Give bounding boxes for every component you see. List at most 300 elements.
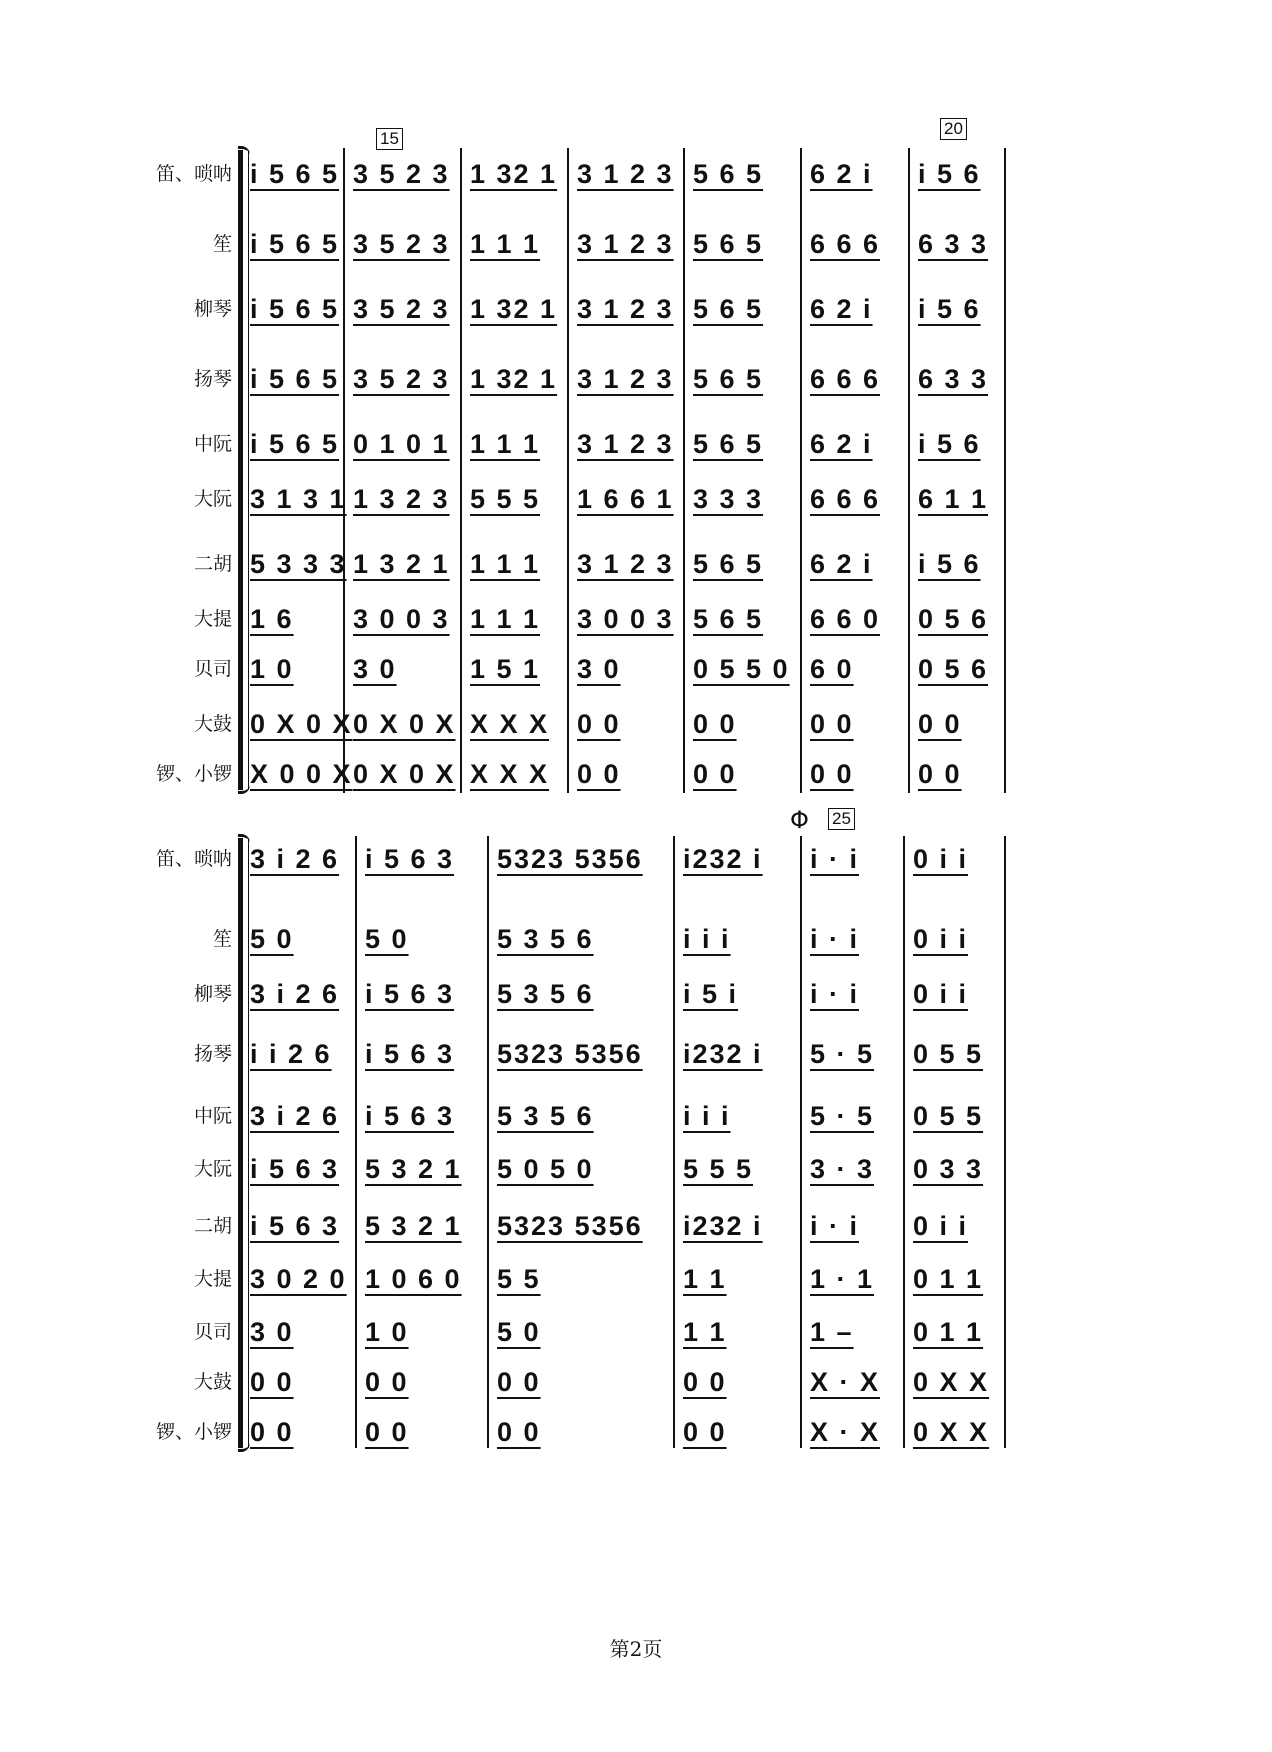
measure xyxy=(464,359,565,399)
measure-notes: 0 1 1 xyxy=(913,1263,984,1294)
measure-notes: 5 6 5 xyxy=(693,603,764,634)
measure-notes: X X X xyxy=(470,758,550,789)
measure xyxy=(359,1034,485,1074)
instrument-label: 锣、小锣 xyxy=(155,1421,232,1443)
instrument-row xyxy=(0,1255,1272,1303)
measure-notes: i 5 6 3 xyxy=(250,1153,340,1184)
measure xyxy=(359,1096,485,1136)
measure xyxy=(804,649,906,689)
measure xyxy=(804,1259,901,1299)
instrument-row xyxy=(0,1308,1272,1356)
measure-notes: i 5 6 3 xyxy=(250,1210,340,1241)
instrument-label: 大阮 xyxy=(193,488,232,510)
measure xyxy=(907,1034,1002,1074)
measure-notes: X · X xyxy=(810,1416,881,1447)
measure-notes: 1 6 xyxy=(250,603,294,634)
instrument-label: 扬琴 xyxy=(193,368,232,390)
measure xyxy=(687,599,798,639)
measure-notes: i i i xyxy=(683,923,731,954)
measure xyxy=(907,919,1002,959)
instrument-label: 笛、唢呐 xyxy=(155,848,232,870)
measure-notes: 1 32 1 xyxy=(470,293,558,324)
measure xyxy=(359,1259,485,1299)
measure xyxy=(244,1206,353,1246)
measure-notes: 1 32 1 xyxy=(470,363,558,394)
measure xyxy=(677,1312,798,1352)
measure-notes: 0 5 5 xyxy=(913,1100,984,1131)
instrument-row xyxy=(0,645,1272,693)
measure-notes: i 5 6 3 xyxy=(365,1038,455,1069)
instrument-label: 大提 xyxy=(193,608,232,630)
measure xyxy=(359,919,485,959)
measure-notes: 3 i 2 6 xyxy=(250,1100,340,1131)
measure xyxy=(571,224,681,264)
measure-notes: 3 0 xyxy=(577,653,621,684)
measure-notes: 0 0 xyxy=(497,1366,541,1397)
measure xyxy=(244,224,341,264)
measure-notes: 5 6 5 xyxy=(693,228,764,259)
instrument-label: 大鼓 xyxy=(193,1371,232,1393)
measure-notes: 0 0 xyxy=(497,1416,541,1447)
instrument-label: 大鼓 xyxy=(193,713,232,735)
measure xyxy=(571,704,681,744)
measure xyxy=(491,1412,671,1452)
measure xyxy=(491,1149,671,1189)
measure xyxy=(244,1362,353,1402)
measure-notes: 0 0 xyxy=(250,1416,294,1447)
measure xyxy=(464,544,565,584)
measure-notes: i 5 6 5 xyxy=(250,158,340,189)
measure-notes: 0 X X xyxy=(913,1416,990,1447)
measure xyxy=(244,754,353,794)
measure xyxy=(687,704,798,744)
measure xyxy=(907,974,1002,1014)
measure xyxy=(912,479,1002,519)
measure-notes: 3 5 2 3 xyxy=(353,228,450,259)
instrument-row xyxy=(0,1092,1272,1140)
measure-notes: i 5 6 5 xyxy=(250,363,340,394)
measure-notes: 5 0 xyxy=(365,923,409,954)
measure-notes: 0 0 xyxy=(918,708,962,739)
measure xyxy=(359,974,485,1014)
measure-notes: 0 0 xyxy=(810,758,854,789)
measure-notes: i232 i xyxy=(683,1210,763,1241)
measure-notes: 3 0 2 0 xyxy=(250,1263,347,1294)
measure xyxy=(687,224,798,264)
measure xyxy=(571,424,681,464)
measure-notes: 3 · 3 xyxy=(810,1153,875,1184)
measure-notes: 0 0 xyxy=(693,708,737,739)
rehearsal-mark: 15 xyxy=(376,128,403,150)
measure-notes: 3 i 2 6 xyxy=(250,978,340,1009)
measure-notes: 5323 5356 xyxy=(497,843,643,874)
measure-notes: 5 3 5 6 xyxy=(497,923,594,954)
measure xyxy=(912,544,1002,584)
measure xyxy=(244,154,341,194)
measure-notes: 1 6 6 1 xyxy=(577,483,674,514)
measure-notes: 1 5 1 xyxy=(470,653,541,684)
measure-notes: 5 6 5 xyxy=(693,548,764,579)
measure-notes: 6 2 i xyxy=(810,158,873,189)
measure-notes: 5 0 xyxy=(497,1316,541,1347)
measure xyxy=(491,919,671,959)
measure-notes: i 5 6 3 xyxy=(365,1100,455,1131)
measure xyxy=(677,1259,798,1299)
rehearsal-mark: 25 xyxy=(828,808,855,830)
measure xyxy=(687,359,798,399)
measure-notes: i 5 6 xyxy=(918,548,981,579)
measure-notes: 0 5 5 0 xyxy=(693,653,790,684)
measure-notes: 6 6 0 xyxy=(810,603,881,634)
measure xyxy=(244,599,341,639)
measure-notes: 0 0 xyxy=(365,1366,409,1397)
measure-notes: i · i xyxy=(810,843,859,874)
instrument-row xyxy=(0,150,1272,198)
measure-notes: 5 5 xyxy=(497,1263,541,1294)
measure xyxy=(244,544,347,584)
measure xyxy=(244,1096,353,1136)
instrument-row xyxy=(0,475,1272,523)
measure xyxy=(804,1034,901,1074)
measure xyxy=(464,754,565,794)
measure xyxy=(804,224,906,264)
measure xyxy=(491,1096,671,1136)
measure xyxy=(804,754,906,794)
measure xyxy=(687,649,798,689)
measure xyxy=(491,1362,671,1402)
measure xyxy=(359,1149,485,1189)
measure-notes: i 5 6 xyxy=(918,158,981,189)
measure xyxy=(907,1312,1002,1352)
measure xyxy=(347,754,458,794)
measure-notes: 5 6 5 xyxy=(693,293,764,324)
measure xyxy=(464,479,565,519)
instrument-label: 中阮 xyxy=(193,1105,232,1127)
measure xyxy=(359,1362,485,1402)
measure-notes: 6 2 i xyxy=(810,548,873,579)
measure xyxy=(571,544,681,584)
measure-notes: i · i xyxy=(810,923,859,954)
measure-notes: 3 0 xyxy=(250,1316,294,1347)
measure-notes: i 5 i xyxy=(683,978,739,1009)
measure-notes: 0 0 xyxy=(365,1416,409,1447)
measure-notes: 0 0 xyxy=(810,708,854,739)
measure xyxy=(347,359,458,399)
measure xyxy=(491,974,671,1014)
instrument-row xyxy=(0,355,1272,403)
measure xyxy=(804,1149,901,1189)
measure xyxy=(677,1034,798,1074)
instrument-row xyxy=(0,420,1272,468)
measure xyxy=(347,704,458,744)
measure-notes: 0 5 6 xyxy=(918,653,989,684)
measure xyxy=(804,1206,901,1246)
measure xyxy=(464,224,565,264)
measure xyxy=(804,424,906,464)
measure xyxy=(244,704,353,744)
measure xyxy=(359,1312,485,1352)
measure xyxy=(907,1362,1002,1402)
measure-notes: i232 i xyxy=(683,1038,763,1069)
coda-sign: Φ xyxy=(790,806,809,834)
measure xyxy=(912,649,1002,689)
measure xyxy=(804,919,901,959)
measure xyxy=(464,599,565,639)
measure xyxy=(912,154,1002,194)
instrument-label: 中阮 xyxy=(193,433,232,455)
measure-notes: 5 6 5 xyxy=(693,363,764,394)
instrument-label: 锣、小锣 xyxy=(155,763,232,785)
measure xyxy=(244,479,347,519)
measure-notes: 0 1 1 xyxy=(913,1316,984,1347)
measure xyxy=(347,154,458,194)
measure xyxy=(491,1206,671,1246)
measure xyxy=(571,754,681,794)
measure-notes: X · X xyxy=(810,1366,881,1397)
measure xyxy=(571,649,681,689)
measure xyxy=(912,424,1002,464)
measure xyxy=(677,1096,798,1136)
measure xyxy=(677,839,798,879)
page-number: 第2页 xyxy=(609,1637,663,1661)
measure xyxy=(804,704,906,744)
measure xyxy=(244,1149,353,1189)
measure-notes: 1 3 2 3 xyxy=(353,483,450,514)
measure-notes: i i 2 6 xyxy=(250,1038,332,1069)
measure-notes: 1 1 1 xyxy=(470,228,541,259)
measure-notes: 3 1 2 3 xyxy=(577,363,674,394)
measure-notes: 1 1 1 xyxy=(470,428,541,459)
measure xyxy=(804,1096,901,1136)
measure-notes: i 5 6 5 xyxy=(250,293,340,324)
instrument-row xyxy=(0,915,1272,963)
measure-notes: 3 5 2 3 xyxy=(353,363,450,394)
instrument-row xyxy=(0,540,1272,588)
instrument-label: 二胡 xyxy=(193,553,232,575)
measure-notes: 1 3 2 1 xyxy=(353,548,450,579)
measure xyxy=(912,289,1002,329)
measure-notes: 1 0 6 0 xyxy=(365,1263,462,1294)
measure xyxy=(464,154,565,194)
measure xyxy=(347,479,458,519)
measure xyxy=(687,544,798,584)
instrument-row xyxy=(0,970,1272,1018)
measure xyxy=(804,839,901,879)
measure xyxy=(804,359,906,399)
measure-notes: 5 3 3 3 xyxy=(250,548,347,579)
measure-notes: 3 1 3 1 xyxy=(250,483,347,514)
measure xyxy=(804,974,901,1014)
measure-notes: 1 0 xyxy=(365,1316,409,1347)
measure xyxy=(571,359,681,399)
measure xyxy=(912,704,1002,744)
measure-notes: 6 2 i xyxy=(810,428,873,459)
measure xyxy=(347,544,458,584)
measure xyxy=(907,1149,1002,1189)
instrument-label: 笙 xyxy=(212,928,232,950)
instrument-row xyxy=(0,1358,1272,1406)
measure-notes: 3 i 2 6 xyxy=(250,843,340,874)
measure-notes: 0 0 xyxy=(250,1366,294,1397)
measure xyxy=(347,289,458,329)
measure-notes: 0 0 xyxy=(577,758,621,789)
measure-notes: i 5 6 3 xyxy=(365,843,455,874)
measure xyxy=(912,754,1002,794)
measure-notes: 0 i i xyxy=(913,978,969,1009)
measure xyxy=(804,154,906,194)
measure xyxy=(244,839,353,879)
measure-notes: 0 3 3 xyxy=(913,1153,984,1184)
measure xyxy=(687,754,798,794)
measure-notes: 3 0 0 3 xyxy=(577,603,674,634)
instrument-label: 大提 xyxy=(193,1268,232,1290)
measure xyxy=(677,974,798,1014)
instrument-label: 笛、唢呐 xyxy=(155,163,232,185)
measure-notes: i · i xyxy=(810,1210,859,1241)
measure-notes: 1 1 xyxy=(683,1316,727,1347)
measure-notes: 1 – xyxy=(810,1316,854,1347)
measure-notes: 5 3 2 1 xyxy=(365,1153,462,1184)
measure xyxy=(912,599,1002,639)
measure xyxy=(359,839,485,879)
measure xyxy=(687,289,798,329)
measure xyxy=(804,479,906,519)
measure-notes: i i i xyxy=(683,1100,731,1131)
measure-notes: 0 5 5 xyxy=(913,1038,984,1069)
measure xyxy=(677,919,798,959)
measure-notes: 0 X X xyxy=(913,1366,990,1397)
measure-notes: i 5 6 xyxy=(918,428,981,459)
instrument-row xyxy=(0,750,1272,798)
instrument-label: 二胡 xyxy=(193,1215,232,1237)
measure xyxy=(804,599,906,639)
measure-notes: 0 0 xyxy=(693,758,737,789)
measure xyxy=(491,1312,671,1352)
measure-notes: 0 0 xyxy=(683,1366,727,1397)
measure-notes: 6 6 6 xyxy=(810,228,881,259)
measure-notes: 3 3 3 xyxy=(693,483,764,514)
measure xyxy=(464,289,565,329)
measure xyxy=(677,1412,798,1452)
measure xyxy=(359,1206,485,1246)
measure-notes: 0 1 0 1 xyxy=(353,428,450,459)
measure-notes: 5323 5356 xyxy=(497,1210,643,1241)
measure-notes: X X X xyxy=(470,708,550,739)
measure-notes: 1 32 1 xyxy=(470,158,558,189)
instrument-row xyxy=(0,595,1272,643)
measure-notes: X 0 0 X xyxy=(250,758,353,789)
measure-notes: 1 · 1 xyxy=(810,1263,875,1294)
instrument-row xyxy=(0,1030,1272,1078)
instrument-row xyxy=(0,1202,1272,1250)
instrument-label: 柳琴 xyxy=(193,983,232,1005)
measure-notes: 1 1 xyxy=(683,1263,727,1294)
measure-notes: 6 3 3 xyxy=(918,228,989,259)
measure xyxy=(571,599,681,639)
measure xyxy=(804,1312,901,1352)
measure xyxy=(571,154,681,194)
measure xyxy=(347,599,458,639)
measure xyxy=(244,1312,353,1352)
measure-notes: 5 3 5 6 xyxy=(497,978,594,1009)
measure-notes: 5 5 5 xyxy=(683,1153,754,1184)
measure-notes: 0 X 0 X xyxy=(353,708,456,739)
measure-notes: 5 5 5 xyxy=(470,483,541,514)
rehearsal-mark: 20 xyxy=(940,118,967,140)
measure-notes: 0 X 0 X xyxy=(353,758,456,789)
instrument-row xyxy=(0,285,1272,333)
measure xyxy=(244,1259,353,1299)
measure-notes: 3 1 2 3 xyxy=(577,548,674,579)
measure xyxy=(244,919,353,959)
measure-notes: 1 1 1 xyxy=(470,603,541,634)
measure-notes: 3 5 2 3 xyxy=(353,158,450,189)
measure-notes: 0 i i xyxy=(913,1210,969,1241)
measure-notes: 5 0 xyxy=(250,923,294,954)
measure-notes: 5 · 5 xyxy=(810,1038,875,1069)
measure xyxy=(907,1259,1002,1299)
measure xyxy=(804,1412,901,1452)
measure xyxy=(347,424,458,464)
measure xyxy=(491,839,671,879)
measure-notes: i 5 6 5 xyxy=(250,428,340,459)
measure-notes: 6 6 6 xyxy=(810,483,881,514)
measure-notes: 1 0 xyxy=(250,653,294,684)
measure-notes: 5 3 5 6 xyxy=(497,1100,594,1131)
measure-notes: i 5 6 3 xyxy=(365,978,455,1009)
measure xyxy=(244,289,341,329)
measure xyxy=(491,1259,671,1299)
measure xyxy=(804,1362,901,1402)
measure-notes: i 5 6 5 xyxy=(250,228,340,259)
measure-notes: 6 1 1 xyxy=(918,483,989,514)
instrument-label: 贝司 xyxy=(193,1321,232,1343)
measure-notes: 3 0 xyxy=(353,653,397,684)
measure-notes: 6 6 6 xyxy=(810,363,881,394)
measure xyxy=(464,704,565,744)
measure-notes: 0 i i xyxy=(913,923,969,954)
measure-notes: 3 0 0 3 xyxy=(353,603,450,634)
measure xyxy=(571,479,681,519)
measure-notes: 3 1 2 3 xyxy=(577,293,674,324)
measure-notes: 0 0 xyxy=(577,708,621,739)
measure-notes: 5 · 5 xyxy=(810,1100,875,1131)
instrument-row xyxy=(0,700,1272,748)
measure xyxy=(464,649,565,689)
measure xyxy=(912,224,1002,264)
measure xyxy=(244,424,341,464)
measure-notes: 0 5 6 xyxy=(918,603,989,634)
measure xyxy=(907,1206,1002,1246)
measure-notes: 3 1 2 3 xyxy=(577,158,674,189)
instrument-row xyxy=(0,220,1272,268)
measure xyxy=(464,424,565,464)
measure-notes: 6 0 xyxy=(810,653,854,684)
measure-notes: 6 3 3 xyxy=(918,363,989,394)
measure-notes: 0 0 xyxy=(683,1416,727,1447)
measure xyxy=(244,649,341,689)
measure-notes: i · i xyxy=(810,978,859,1009)
measure xyxy=(804,289,906,329)
measure-notes: 0 0 xyxy=(918,758,962,789)
measure xyxy=(244,1412,353,1452)
measure xyxy=(907,1412,1002,1452)
instrument-label: 柳琴 xyxy=(193,298,232,320)
measure-notes: 3 5 2 3 xyxy=(353,293,450,324)
measure-notes: 5 0 5 0 xyxy=(497,1153,594,1184)
measure xyxy=(244,974,353,1014)
measure xyxy=(677,1206,798,1246)
